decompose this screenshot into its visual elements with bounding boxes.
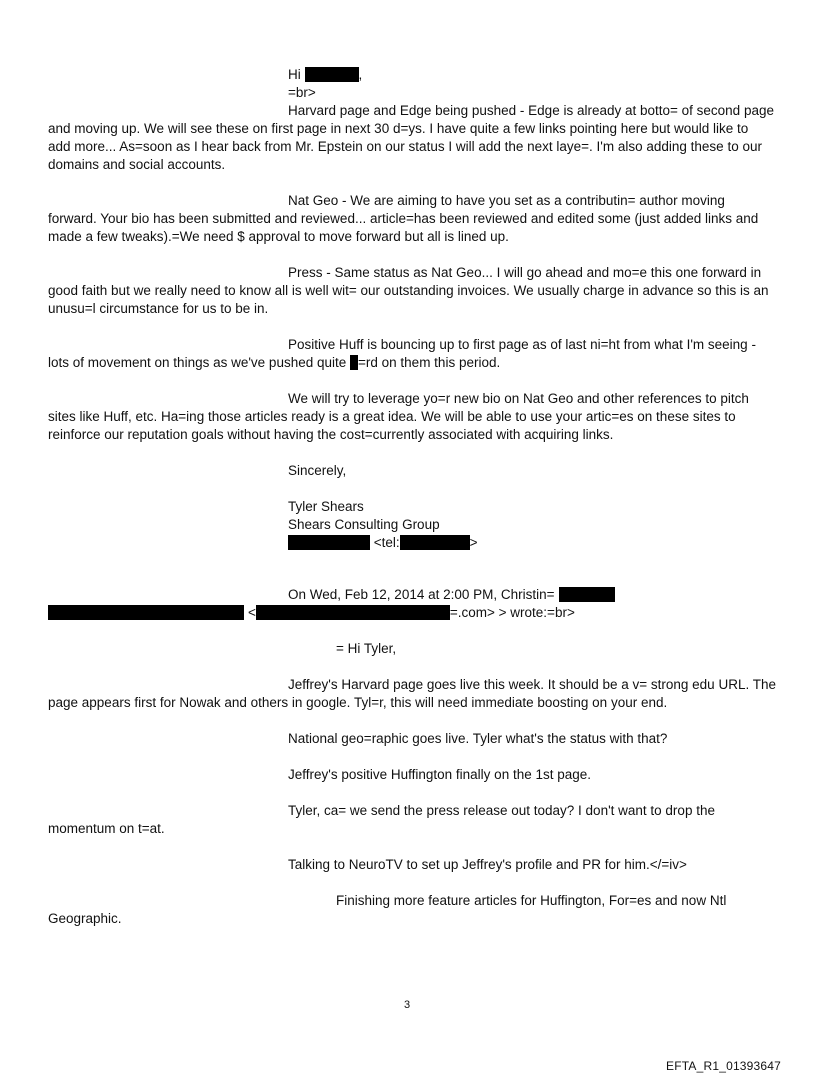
paragraph-line: Positive Huff is bouncing up to first page as of last ni=ht from what I'm seeing -	[288, 337, 756, 352]
paragraph-line: sites like Huff, etc. Ha=ing those articles ready is a great idea. We will be able to use your artic=es on these sites to	[48, 409, 736, 424]
quote-greeting: = Hi Tyler,	[336, 641, 397, 656]
tel-open: <tel:	[370, 535, 400, 550]
paragraph-line: We will try to leverage yo=r new bio on Nat Geo and other references to pitch	[288, 391, 749, 406]
paragraph-line: and moving up. We will see these on first page in next 30 d=ys. I have quite a few links pointing here but would like to	[48, 121, 749, 136]
tel-close: >	[469, 535, 478, 550]
quote-line: Jeffrey's Harvard page goes live this week. It should be a v= strong edu URL. The	[288, 677, 776, 692]
signature-company: Shears Consulting Group	[288, 517, 440, 532]
redaction-box	[400, 535, 470, 550]
quote-header-line	[288, 586, 615, 604]
paragraph-line: Harvard page and Edge being pushed - Edge is already at botto= of second page	[288, 103, 774, 118]
redaction-box	[350, 355, 358, 370]
greeting-line	[288, 66, 362, 84]
paragraph-line: Nat Geo - We are aiming to have you set as a contributin= author moving	[288, 193, 725, 208]
quote-header-line	[48, 604, 575, 622]
quote-header-lt: <	[248, 605, 256, 620]
quote-line: National geo=raphic goes live. Tyler what's the status with that?	[288, 731, 668, 746]
quote-line: Geographic.	[48, 911, 122, 926]
quote-line: Finishing more feature articles for Huffington, For=es and now Ntl	[336, 893, 727, 908]
redaction-box	[288, 535, 370, 550]
quote-line: page appears first for Nowak and others in google. Tyl=r, this will need immediate boosting on your end.	[48, 695, 668, 710]
redaction-box	[256, 605, 450, 620]
signature-name: Tyler Shears	[288, 499, 364, 514]
greeting-comma: ,	[358, 67, 363, 82]
br-artifact: =br>	[288, 85, 316, 100]
paragraph-line: good faith but we really need to know all is well wit= our outstanding invoices. We usually charge in advance so this is an	[48, 283, 769, 298]
paragraph-line	[48, 354, 500, 372]
paragraph-line: reinforce our reputation goals without having the cost=currently associated with acquiring links.	[48, 427, 614, 442]
paragraph-text: =rd on them this period.	[358, 355, 501, 370]
paragraph-line: unusu=l circumstance for us to be in.	[48, 301, 269, 316]
quote-line: Talking to NeuroTV to set up Jeffrey's profile and PR for him.</=iv>	[288, 857, 687, 872]
quote-line: Tyler, ca= we send the press release out today? I don't want to drop the	[288, 803, 715, 818]
page-number: 3	[404, 999, 411, 1011]
paragraph-line: made a few tweaks).=We need $ approval to move forward but all is lined up.	[48, 229, 509, 244]
quote-header-text: On Wed, Feb 12, 2014 at 2:00 PM, Christin=	[288, 587, 555, 602]
paragraph-line: Press - Same status as Nat Geo... I will go ahead and mo=e this one forward in	[288, 265, 762, 280]
redaction-box	[48, 605, 244, 620]
redaction-box	[305, 67, 359, 82]
paragraph-text: lots of movement on things as we've pushed quite	[48, 355, 351, 370]
signature-tel-line	[288, 534, 478, 552]
document-id-footer: EFTA_R1_01393647	[666, 1059, 782, 1073]
quote-header-end: =.com> > wrote:=br>	[449, 605, 575, 620]
redaction-box	[559, 587, 615, 602]
signoff: Sincerely,	[288, 463, 347, 478]
quote-line: momentum on t=at.	[48, 821, 165, 836]
greeting-text: Hi	[288, 67, 305, 82]
quote-line: Jeffrey's positive Huffington finally on the 1st page.	[288, 767, 592, 782]
paragraph-line: domains and social accounts.	[48, 157, 226, 172]
paragraph-line: forward. Your bio has been submitted and reviewed... article=has been reviewed and edited some (just added links and	[48, 211, 759, 226]
paragraph-line: add more... As=soon as I hear back from Mr. Epstein on our status I will add the next laye=. I'm also adding these to our	[48, 139, 762, 154]
